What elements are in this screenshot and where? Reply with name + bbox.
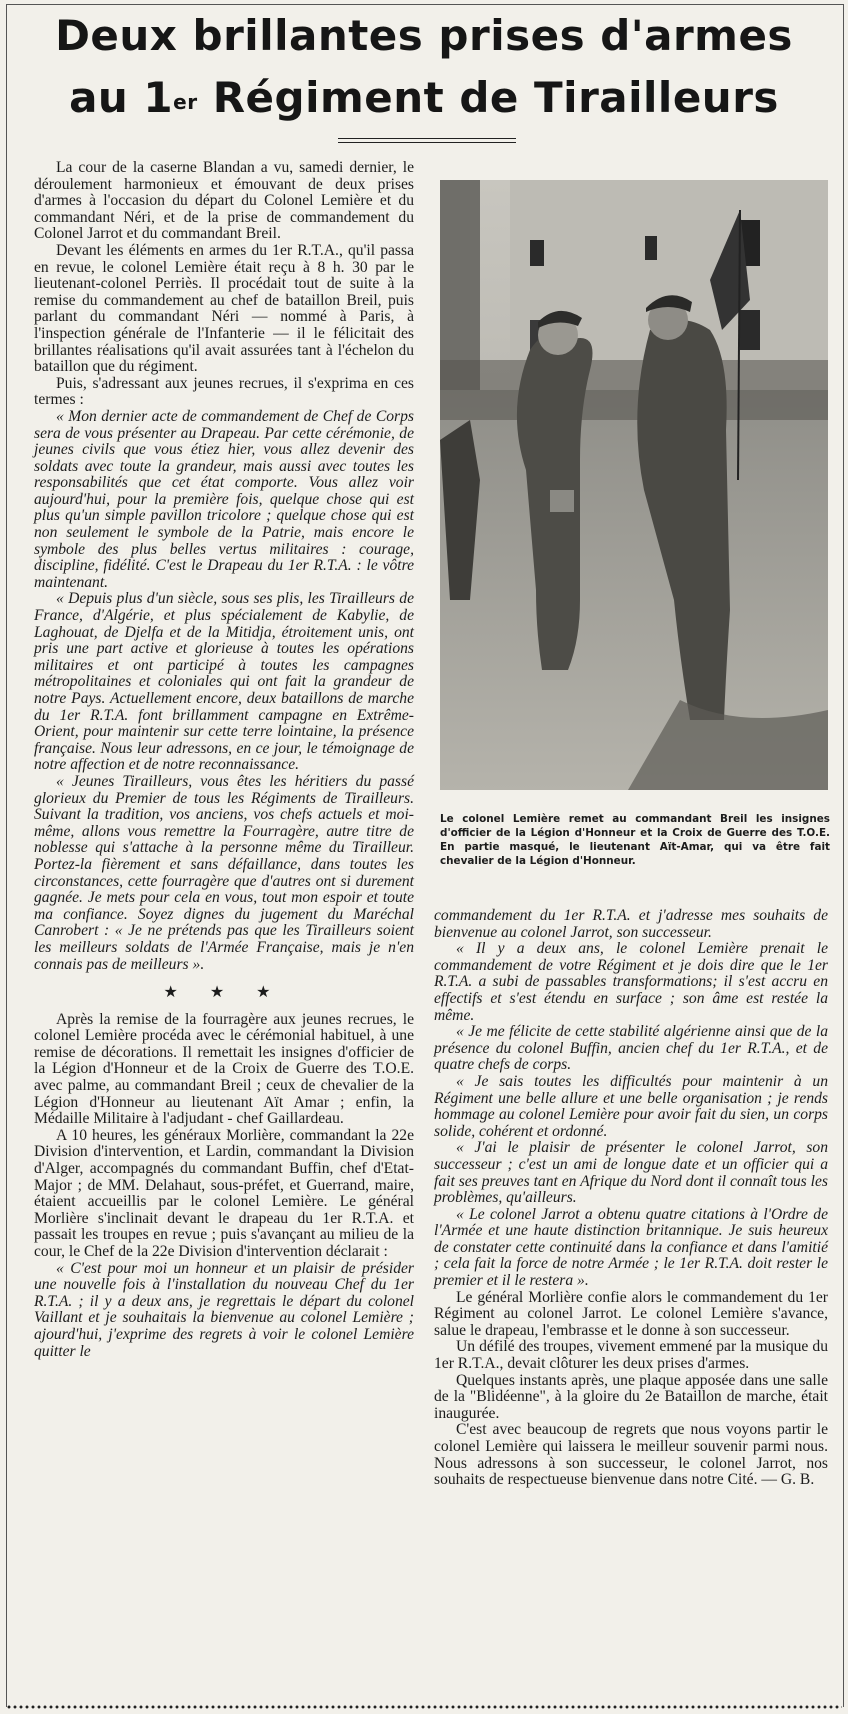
right-column-paragraph: Quelques instants après, une plaque apposée dans une salle de la "Blidéenne", à la gloire du 2e Bataillon de marche, était inaugurée.	[434, 1371, 828, 1422]
right-column-paragraph: « Je me félicite de cette stabilité algérienne ainsi que de la présence du colonel Buffin, ancien chef du 1er R.T.A., et de quatre chefs de corps.	[434, 1023, 828, 1074]
left-column-paragraph: « Mon dernier acte de commandement de Chef de Corps sera de vous présenter au Drapeau. Par cette cérémonie, de jeunes civils que vous étiez hier, vous allez devenir des soldats avec toute la grandeur, mais aussi avec toutes les responsabilités que cet état comporte. Vous allez voir aujourd'hui, pour la première fois, quelque chose qui est plus qu'un simple pavillon tricolore ; quelque chose qui est non seulement le symbole de la Patrie, mais encore le symbole des plus belles vertus militaires : courage, discipline, fidélité. C'est le Drapeau du 1er R.T.A. : le vôtre maintenant.	[34, 407, 414, 591]
right-column	[434, 908, 828, 1489]
right-column-paragraph: « J'ai le plaisir de présenter le colonel Jarrot, son successeur ; c'est un ami de longue date et un officier qui a fait ses preuves tant en Afrique du Nord dont il connaît tous les problèmes, qu'ailleurs.	[434, 1139, 828, 1207]
ceremony-photo	[440, 180, 828, 790]
headline-line-1: Deux brillantes prises d'armes	[55, 11, 793, 60]
section-separator-stars: ★ ★ ★	[163, 984, 285, 1002]
left-column	[34, 160, 414, 1360]
ceremony-photo-illustration	[440, 180, 828, 790]
right-column-paragraph: « Le colonel Jarrot a obtenu quatre citations à l'Ordre de l'Armée et une haute distinction britannique. Je suis heureux de constater cette continuité dans la confiance et dans l'amitié ; cela fait la force de notre Armée ; le 1er R.T.A. doit rester le premier et il le restera ».	[434, 1205, 828, 1290]
left-column-paragraph: Après la remise de la fourragère aux jeunes recrues, le colonel Lemière procéda avec le cérémonial habituel, à une remise de décorations. Il remettait les insignes d'officier de la Légion d'Honneur et de la Croix de Guerre des T.O.E. avec palme, au commandant Breil ; ceux de chevalier de la Légion d'Honneur au lieutenant Aït Amar ; enfin, la Médaille Militaire à l'adjudant - chef Gaillardeau.	[34, 1010, 414, 1128]
bottom-dotted-border	[6, 1704, 842, 1710]
right-column-paragraph: C'est avec beaucoup de regrets que nous voyons partir le colonel Lemière qui laissera le meilleur souvenir parmi nous. Nous adressons à son successeur, le colonel Jarrot, nos souhaits de respectueuse bienvenue dans notre Cité. — G. B.	[434, 1421, 828, 1489]
left-column-paragraph: A 10 heures, les généraux Morlière, commandant la 22e Division d'intervention, et Lardin, commandant la Division d'Alger, accompagnés du commandant Buffin, chef d'Etat-Major ; de MM. Delahaut, sous-préfet, et Guerrand, maire, étaient accueillis par le colonel Lemière. Le général Morlière s'inclinait devant le drapeau du 1er R.T.A. et passait les troupes en revue ; puis s'avançant au milieu de la cour, le Chef de la 22e Division d'intervention déclarait :	[34, 1126, 414, 1260]
photo-caption: Le colonel Lemière remet au commandant Breil les insignes d'officier de la Légion d'Honneur et la Croix de Guerre des T.O.E. En partie masqué, le lieutenant Aït-Amar, qui va être fait chevalier de la Légion d'Honneur.	[440, 813, 830, 867]
right-column-paragraph: « Il y a deux ans, le colonel Lemière prenait le commandement de votre Régiment et je dois dire que le 1er R.T.A. a subi de passables transformations; il s'est accru en effectifs et s'est étendu en surface ; son âme est restée la même.	[434, 940, 828, 1024]
headline-rule	[338, 138, 516, 143]
right-column-paragraph: Un défilé des troupes, vivement emmené par la musique du 1er R.T.A., devait clôturer les deux prises d'armes.	[434, 1338, 828, 1373]
left-column-paragraph: « Depuis plus d'un siècle, sous ses plis, les Tirailleurs de France, d'Algérie, et plus spécialement de Kabylie, de Laghouat, de Djelfa et de la Mitidja, étroitement unis, ont pris une part active et glorieuse à toutes les opérations militaires et ont participé à toutes les campagnes métropolitaines et coloniales qui ont fait la grandeur de notre Pays. Actuellement encore, deux bataillons de marche du 1er R.T.A. font brillamment campagne en Extrême-Orient, pour maintenir sur cette terre lointaine, la présence française. Nous leur adressons, en ce jour, le témoignage de notre affection et de notre reconnaissance.	[34, 590, 414, 774]
right-column-paragraph: « Je sais toutes les difficultés pour maintenir à un Régiment une belle allure et une belle organisation ; je rends hommage au colonel Lemière pour avoir fait du sien, un corps solide, cohérent et ordonné.	[434, 1072, 828, 1140]
right-column-paragraph: Le général Morlière confie alors le commandement du 1er Régiment au colonel Jarrot. Le colonel Lemière s'avance, salue le drapeau, l'embrasse et le donne à son successeur.	[434, 1288, 828, 1339]
right-column-paragraph: commandement du 1er R.T.A. et j'adresse mes souhaits de bienvenue au colonel Jarrot, son successeur.	[434, 907, 828, 941]
left-column-paragraph: Puis, s'adressant aux jeunes recrues, il s'exprima en ces termes :	[34, 374, 414, 409]
left-column-paragraph: Devant les éléments en armes du 1er R.T.A., qu'il passa en revue, le colonel Lemière était reçu à 8 h. 30 par le lieutenant-colonel Perriès. Il procédait tout de suite à la remise du commandement au chef de bataillon Breil, puis parlant du commandant Néri — nommé à Paris, à l'inspection générale de l'Infanterie — il le félicitait des brillantes réalisations qu'il avait assurées tant à l'échelon du bataillon que du régiment.	[34, 241, 414, 376]
left-column-paragraph: « Jeunes Tirailleurs, vous êtes les héritiers du passé glorieux du Premier de tous les Régiments de Tirailleurs. Suivant la tradition, vos anciens, vos chefs actuels et moi-même, allons vous remettre la Fourragère, autre titre de noblesse qui s'attache à la personne même du Tirailleur. Portez-la fièrement et sans défaillance, dans toutes les circonstances, cette fourragère que d'autres ont si durement gagnée. Je mets pour cela en vous, tout mon espoir et toute ma confiance. Soyez dignes du jugement du Maréchal Canrobert : « Je ne prétends pas que les Tirailleurs soient les meilleurs soldats de l'Armée Française, mais je n'en connais pas de meilleurs ».	[34, 772, 414, 973]
left-column-paragraph: La cour de la caserne Blandan a vu, samedi dernier, le déroulement harmonieux et émouvant de deux prises d'armes à l'occasion du départ du Colonel Lemière et du commandant Néri, et de la prise de commandement du Colonel Jarrot et du commandant Breil.	[34, 159, 414, 243]
left-column-paragraph: « C'est pour moi un honneur et un plaisir de présider une nouvelle fois à l'installation du nouveau Chef du 1er R.T.A. ; il y a deux ans, je regrettais le départ du colonel Vaillant et je souhaitais la bienvenue au colonel Lemière ; ajourd'hui, j'exprime des regrets à voir le colonel Lemière quitter le	[34, 1259, 414, 1360]
headline-line-2: au 1er Régiment de Tirailleurs	[69, 73, 779, 122]
